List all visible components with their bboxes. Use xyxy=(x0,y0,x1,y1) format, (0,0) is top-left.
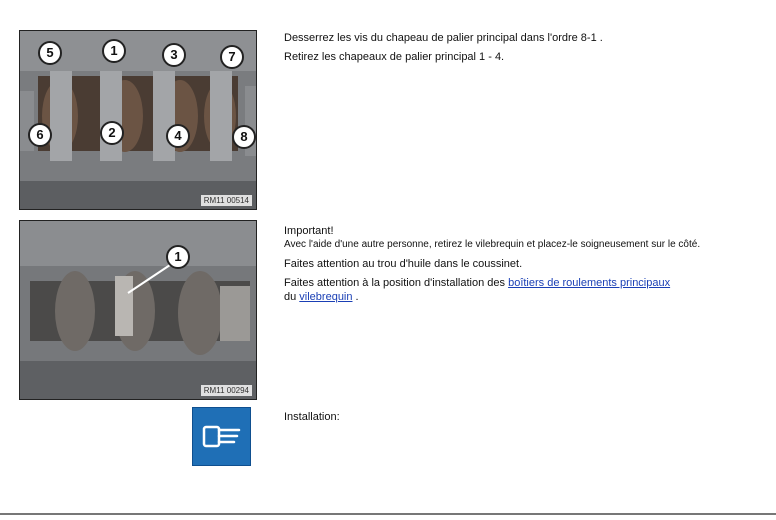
callout-1: 1 xyxy=(166,245,190,269)
instruction-suffix: . xyxy=(352,291,359,303)
callout-5: 5 xyxy=(38,41,62,65)
figure-reference: RM11 00514 xyxy=(201,195,252,206)
callout-7: 7 xyxy=(220,45,244,69)
figure-reference: RM11 00294 xyxy=(201,385,252,396)
instruction-mid: du xyxy=(284,291,300,303)
figure-crankshaft xyxy=(19,220,257,400)
callout-1: 1 xyxy=(102,39,126,63)
callout-6: 6 xyxy=(28,123,52,147)
page-divider xyxy=(0,513,776,515)
step2-text xyxy=(284,224,700,304)
step1-text xyxy=(284,31,603,64)
callout-2: 2 xyxy=(100,121,124,145)
callout-8: 8 xyxy=(232,125,256,149)
callout-3: 3 xyxy=(162,43,186,67)
callout-4: 4 xyxy=(166,124,190,148)
link-crankshaft[interactable]: vilebrequin xyxy=(299,291,353,303)
instruction-prefix: Faites attention à la position d'installation des xyxy=(284,277,509,289)
figure-main-bearing-caps xyxy=(19,30,257,210)
instruction-bearing-position xyxy=(284,276,684,304)
step3-text xyxy=(284,410,340,424)
crankshaft-photo xyxy=(20,221,257,400)
instruction-remove-caps: Retirez les chapeaux de palier principal 1 - 4. xyxy=(284,51,505,63)
link-main-bearing-housings[interactable]: boîtiers de roulements principaux xyxy=(508,277,671,289)
instruction-loosen-screws: Desserrez les vis du chapeau de palier principal dans l'ordre 8-1 . xyxy=(284,32,603,44)
instruction-oil-hole: Faites attention au trou d'huile dans le coussinet. xyxy=(284,258,523,270)
important-note: Avec l'aide d'une autre personne, retirez le vilebrequin et placez-le soigneusement sur le côté. xyxy=(284,239,701,250)
hand-glyph xyxy=(193,408,250,465)
pointing-hand-icon xyxy=(192,407,251,466)
installation-label: Installation: xyxy=(284,411,340,423)
important-heading: Important! xyxy=(284,225,334,237)
